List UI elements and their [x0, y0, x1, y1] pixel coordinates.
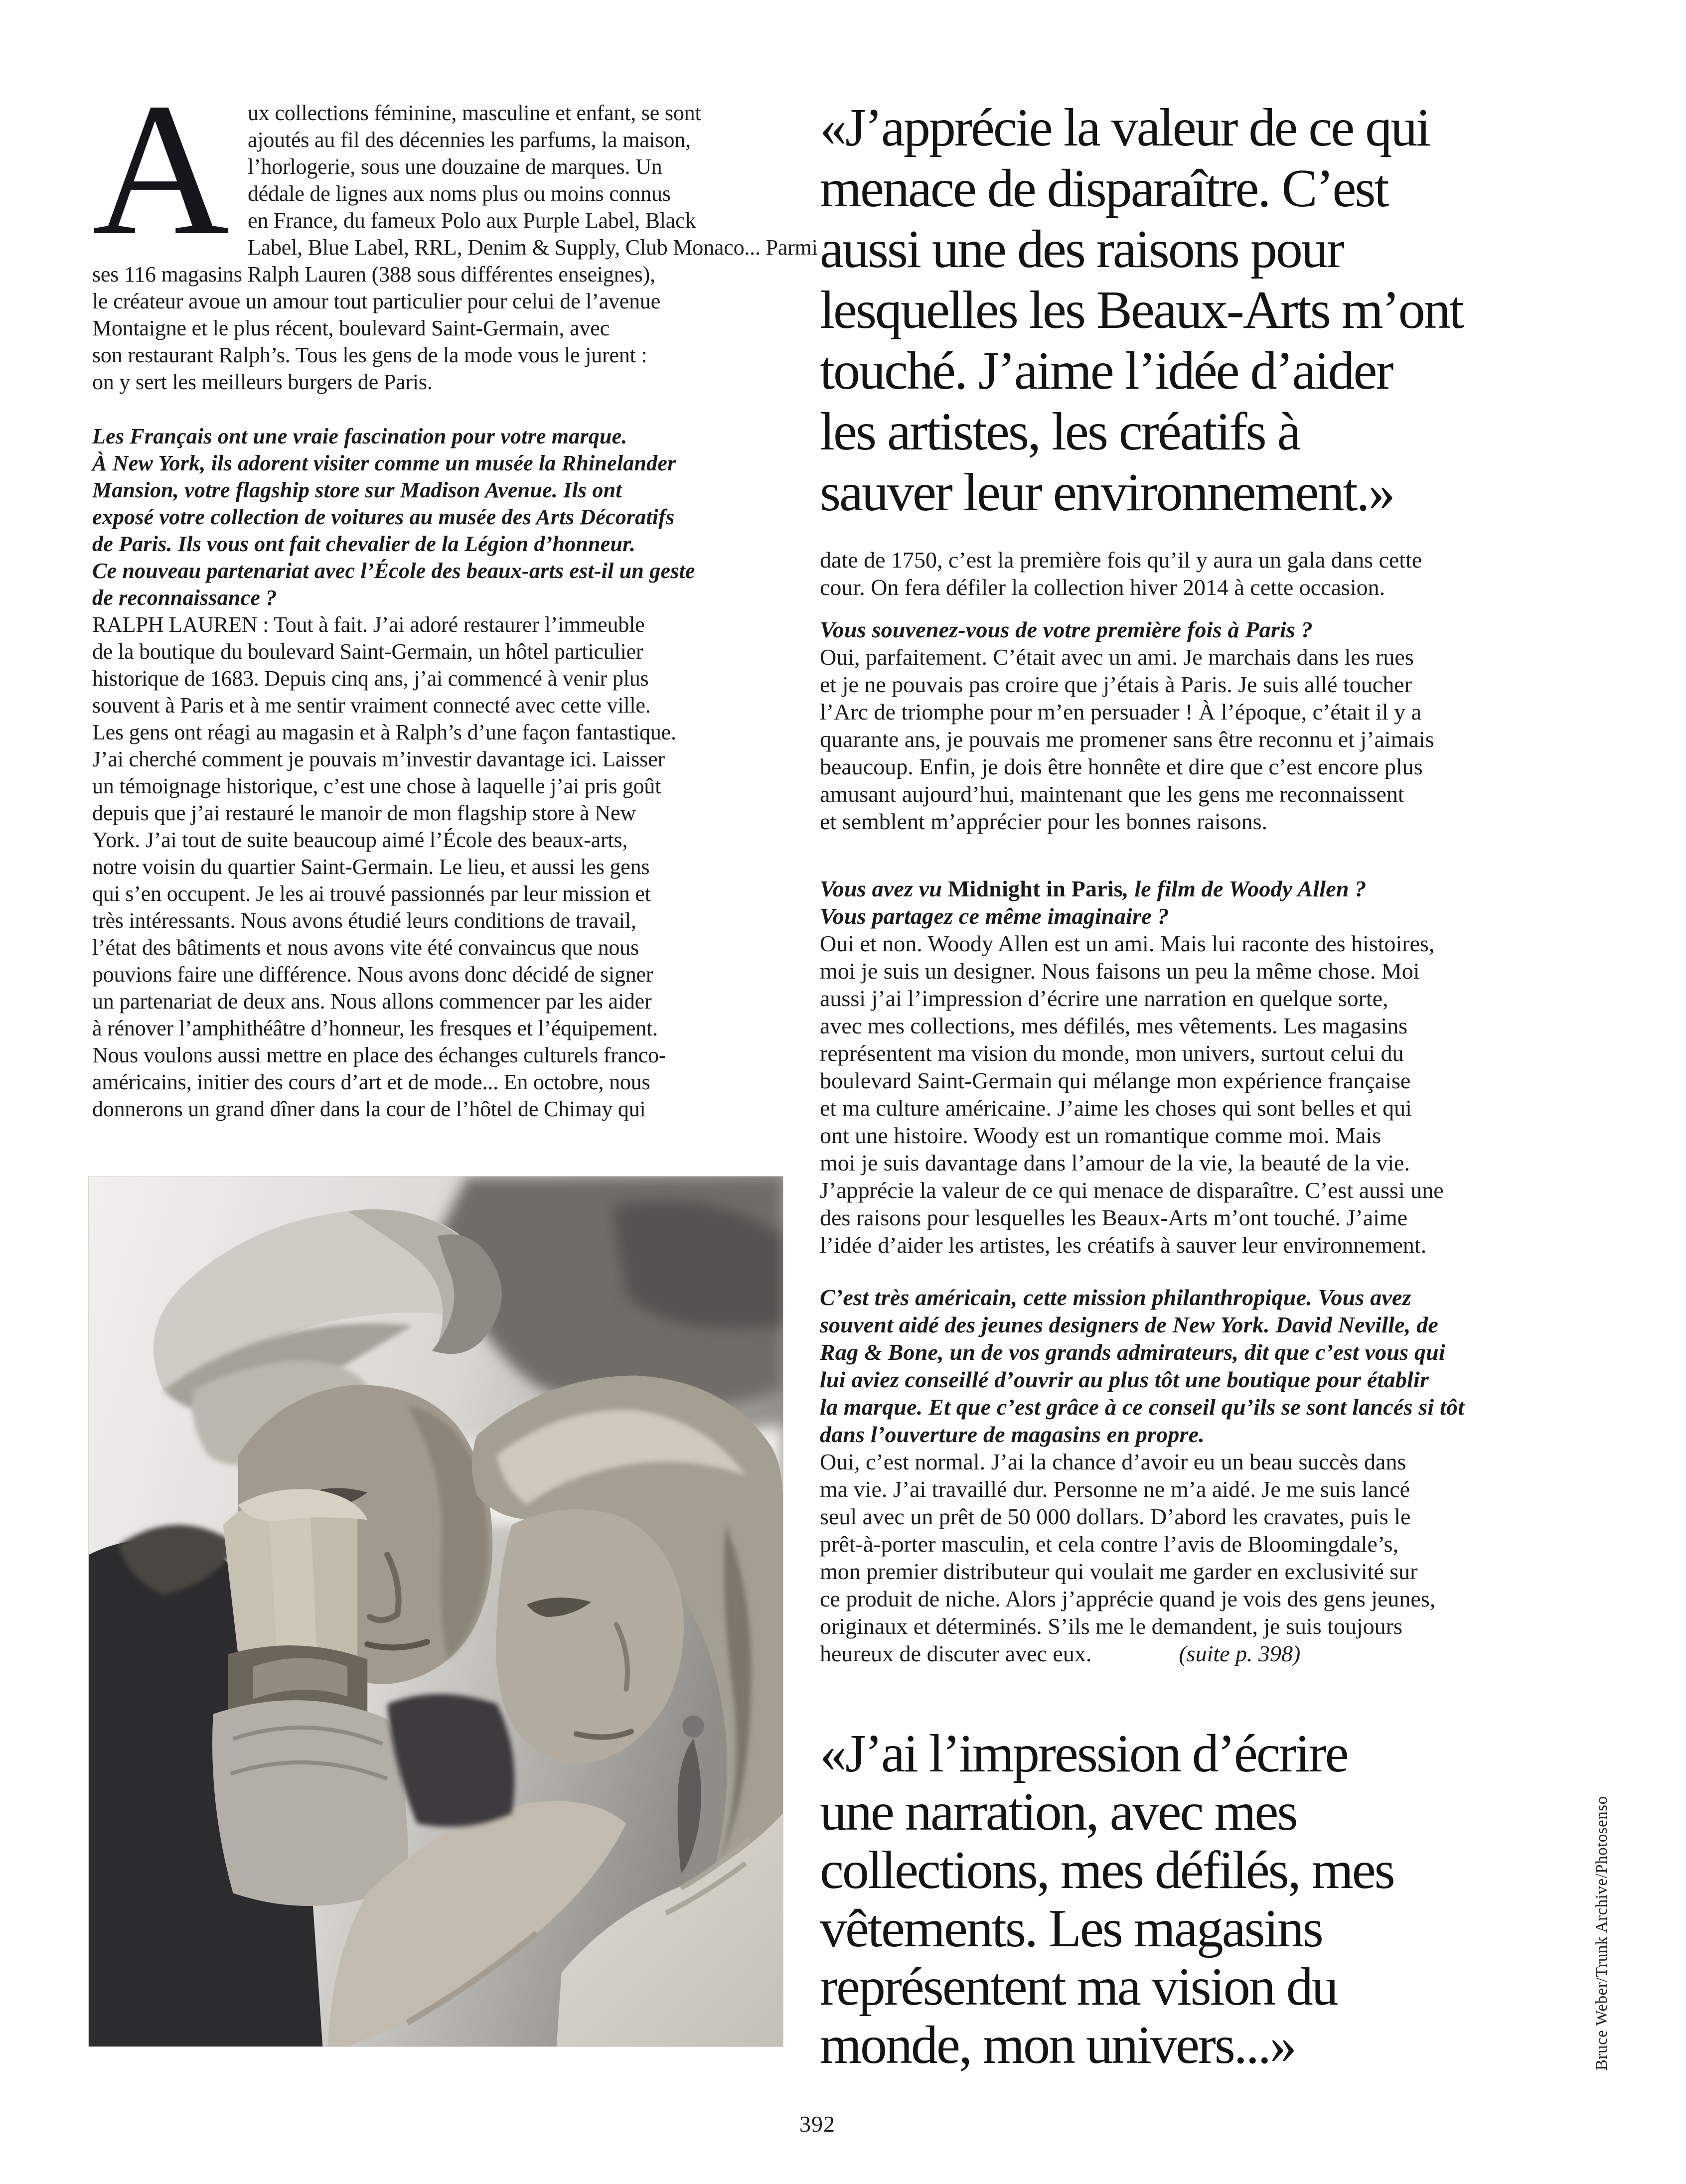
- answer-first-time-paris: Oui, parfaitement. C’était avec un ami. Je marchais dans les rues et je ne pouvais pas croire que j’étais à Paris. Je suis allé toucher l’Arc de triomphe pour m’en persuader ! À l’époque, c’était il y a quarante ans, je pouvais me promener sans être reconnu et j’aimais beaucoup. Enfin, je dois être honnête et dire que c’est encore plus amusant aujourd’hui, maintenant que les gens me reconnaissent et semblent m’apprécier pour les bonnes raisons.: [820, 644, 1434, 834]
- question-text-line2: Vous partagez ce même imaginaire ?: [820, 903, 1169, 929]
- question-first-time-paris: Vous souvenez-vous de votre première fois à Paris ?: [820, 617, 1313, 642]
- question-text: , le film de Woody Allen ?: [1122, 876, 1367, 901]
- answer-woody-allen: Oui et non. Woody Allen est un ami. Mais lui raconte des histoires, moi je suis un designer. Nous faisons un peu la même chose. Moi aussi j’ai l’impression d’écrire une narration en quelque sorte, avec mes collections, mes défilés, mes vêtements. Les magasins représentent ma vision du monde, mon univers, surtout celui du boulevard Saint-Germain qui mélange mon expérience française et ma culture américaine. J’aime les choses qui sont belles et qui ont une histoire. Woody est un romantique comme moi. Mais moi je suis davantage dans l’amour de la vie, la beauté de la vie. J’apprécie la valeur de ce qui menace de disparaître. C’est aussi une des raisons pour lesquelles les Beaux-Arts m’ont touché. J’aime l’idée d’aider les artistes, les créatifs à sauver leur environnement.: [820, 931, 1444, 1258]
- pull-quote-top: «J’apprécie la valeur de ce qui menace de disparaître. C’est aussi une des raisons pour lesquelles les Beaux-Arts m’ont touché. J’aime l’idée d’aider les artistes, les créatifs à sauver leur environnement.»: [820, 98, 1463, 522]
- photo-illustration: [89, 1176, 783, 2046]
- paragraph-gala: date de 1750, c’est la première fois qu’il y aura un gala dans cette cour. On fera défiler la collection hiver 2014 à cette occasion.: [820, 547, 1422, 600]
- interview-question-brand: Les Français ont une vraie fascination pour votre marque. À New York, ils adorent visiter comme un musée la Rhinelander Mansion, votre flagship store sur Madison Avenue. Ils ont exposé votre collection de voitures au musée des Arts Décoratifs de Paris. Ils vous ont fait chevalier de la Légion d’honneur. Ce nouveau partenariat avec l’École des beaux-arts est-il un geste de reconnaissance ?: [92, 424, 695, 610]
- page-number: 392: [799, 2111, 835, 2137]
- photo-credit: Bruce Weber/Trunk Archive/Photosenso: [1593, 1796, 1611, 2070]
- opening-paragraph: [92, 64, 818, 396]
- question-philanthropy: C’est très américain, cette mission philanthropique. Vous avez souvent aidé des jeunes designers de New York. David Neville, de Rag & Bone, un de vos grands admirateurs, dit que c’est vous qui lui aviez conseillé d’ouvrir au plus tôt une boutique pour établir la marque. Et que c’est grâce à ce conseil qu’ils se sont lancés si tôt dans l’ouverture de magasins en propre.: [820, 1285, 1465, 1447]
- ralph-lauren-photo: [88, 1176, 783, 2047]
- right-column: [820, 98, 1605, 2074]
- answer-philanthropy: Oui, c’est normal. J’ai la chance d’avoir eu un beau succès dans ma vie. J’ai travaillé dur. Personne ne m’a aidé. Je me suis lancé seul avec un prêt de 50 000 dollars. D’abord les cravates, puis le prêt-à-porter masculin, et cela contre l’avis de Bloomingdale’s, mon premier distributeur qui voulait me garder en exclusivité sur ce produit de niche. Alors j’apprécie quand je vois des gens jeunes, originaux et déterminés. S’ils me le demandent, je suis toujours: [820, 1449, 1436, 1639]
- opening-paragraph-lines: ux collections féminine, masculine et enfant, se sont ajoutés au fil des décennies les parfums, la maison, l’horlogerie, sous une douzaine de marques. Un dédale de lignes aux noms plus ou moins connus en France, du fameux Polo aux Purple Label, Black Label, Blue Label, RRL, Denim & Supply, Club Monaco... Parmi ses 116 magasins Ralph Lauren (388 sous différentes enseignes), le créateur avoue un amour tout particulier pour celui de l’avenue Montaigne et le plus récent, boulevard Saint-Germain, avec son restaurant Ralph’s. Tous les gens de la mode vous le jurent : on y sert les meilleurs burgers de Paris.: [92, 101, 818, 394]
- left-column: [92, 64, 818, 1123]
- dropcap-letter: A: [92, 64, 230, 275]
- answer-philanthropy-last-line: [820, 1640, 1605, 1667]
- question-midnight-in-paris: [820, 875, 1605, 930]
- answer-text: heureux de discuter avec eux.: [820, 1641, 1092, 1666]
- pull-quote-bottom: «J’ai l’impression d’écrire une narration, avec mes collections, mes défilés, mes vêtements. Les magasins représentent ma vision du monde, mon univers...»: [820, 1724, 1394, 2075]
- question-text: Vous avez vu: [820, 876, 948, 901]
- interview-answer-beaux-arts: RALPH LAUREN : Tout à fait. J’ai adoré restaurer l’immeuble de la boutique du boulevard Saint-Germain, un hôtel particulier historique de 1683. Depuis cinq ans, j’ai commencé à venir plus souvent à Paris et à me sentir vraiment connecté avec cette ville. Les gens ont réagi au magasin et à Ralph’s d’une façon fantastique. J’ai cherché comment je pouvais m’investir davantage ici. Laisser un témoignage historique, c’est une chose à laquelle j’ai pris goût depuis que j’ai restauré le manoir de mon flagship store à New York. J’ai tout de suite beaucoup aimé l’École des beaux-arts, notre voisin du quartier Saint-Germain. Le lieu, et aussi les gens qui s’en occupent. Je les ai trouvé passionnés par leur mission et très intéressants. Nous avons étudié leurs conditions de travail, l’état des bâtiments et nous avons vite été convaincus que nous pouvions faire une différence. Nous avons donc décidé de signer un partenariat de deux ans. Nous allons commencer par les aider à rénover l’amphithéâtre d’honneur, les fresques et l’équipement. Nous voulons aussi mettre en place des échanges culturels franco- américains, initier des cours d’art et de mode... En octobre, nous donnerons un grand dîner dans la cour de l’hôtel de Chimay qui: [92, 612, 676, 1121]
- continuation-note: (suite p. 398): [1179, 1641, 1301, 1666]
- film-title: Midnight in Paris: [947, 876, 1123, 901]
